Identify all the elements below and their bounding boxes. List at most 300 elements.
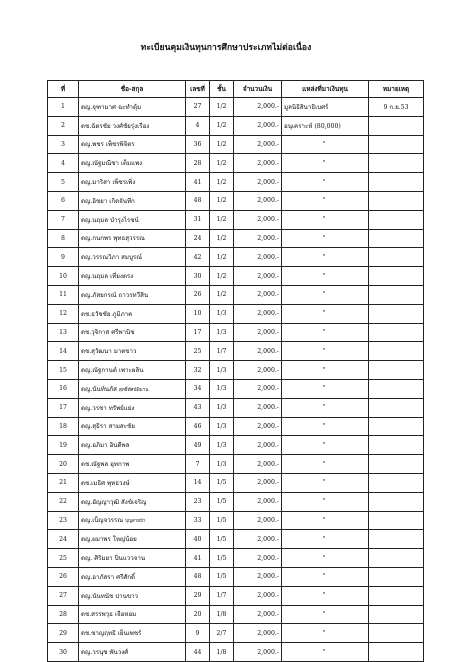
row-number: 13 [59, 328, 67, 336]
remark-cell [369, 229, 424, 248]
table-row [48, 191, 424, 210]
row-number-cell [48, 98, 79, 117]
funding-source-cell [282, 567, 369, 586]
student-number-cell [186, 511, 210, 530]
student-number-cell [186, 191, 210, 210]
student-number-cell [186, 361, 210, 380]
funding-source: " [322, 385, 326, 393]
student-name-cell [79, 154, 186, 173]
scholarship-register-table [47, 80, 424, 662]
student-number: 17 [193, 328, 202, 336]
funding-source-cell [282, 455, 369, 474]
table-row [48, 567, 424, 586]
class-level-cell [210, 323, 234, 342]
student-name-cell [79, 361, 186, 380]
row-number-cell [48, 285, 79, 304]
amount-cell [234, 455, 282, 474]
student-name: ดญ. ศิริมยา ปิ่นแววจาน [81, 555, 146, 563]
student-name: ดญ.วรชา ทรัพย์แย่ง [81, 404, 135, 412]
amount-cell [234, 285, 282, 304]
table-row [48, 361, 424, 380]
table-row [48, 323, 424, 342]
amount-cell [234, 586, 282, 605]
student-number: 20 [193, 610, 202, 618]
funding-source-cell [282, 643, 369, 662]
remark-cell [369, 511, 424, 530]
student-number: 49 [193, 441, 202, 449]
class-level: 1/3 [216, 328, 227, 336]
row-number: 9 [61, 253, 65, 261]
table-row [48, 98, 424, 117]
funding-source: " [322, 535, 326, 543]
student-name: ดช.สรรพวุธ เจือหอม [81, 611, 137, 619]
class-level: 1/7 [216, 592, 227, 600]
funding-source: " [322, 310, 326, 318]
class-level-cell [210, 436, 234, 455]
student-name-cell [79, 530, 186, 549]
amount-cell [234, 154, 282, 173]
row-number-cell [48, 417, 79, 436]
amount: 2,000.- [257, 422, 279, 430]
student-name: ดญ.อิชยา เกิดจันทึก [81, 197, 135, 205]
class-level: 1/2 [216, 216, 227, 224]
remark-cell [369, 530, 424, 549]
remark-cell [369, 210, 424, 229]
student-name-cell [79, 98, 186, 117]
class-level: 1/5 [216, 479, 227, 487]
funding-source: " [322, 272, 326, 280]
class-level-cell [210, 229, 234, 248]
student-number: 23 [193, 498, 202, 506]
row-number: 28 [59, 610, 67, 618]
amount-cell [234, 511, 282, 530]
table-row [48, 643, 424, 662]
row-number-cell [48, 267, 79, 286]
class-level-cell [210, 191, 234, 210]
amount-cell [234, 492, 282, 511]
student-number-cell [186, 173, 210, 192]
row-number: 30 [59, 648, 67, 656]
amount: 2,000.- [257, 385, 279, 393]
funding-source-cell [282, 323, 369, 342]
student-number-cell [186, 267, 210, 286]
student-number: 30 [193, 272, 202, 280]
amount: 2,000.- [257, 610, 279, 618]
row-number: 14 [59, 347, 67, 355]
amount-cell [234, 98, 282, 117]
funding-source: " [322, 441, 326, 449]
row-number-cell [48, 605, 79, 624]
student-number: 4 [195, 122, 200, 130]
student-number: 41 [193, 554, 202, 562]
student-name-cell [79, 248, 186, 267]
table-row [48, 586, 424, 605]
student-number-cell [186, 605, 210, 624]
amount-cell [234, 135, 282, 154]
student-number: 9 [195, 629, 200, 637]
row-number-cell [48, 455, 79, 474]
row-number: 26 [59, 573, 67, 581]
funding-source: " [322, 140, 326, 148]
student-number: 32 [193, 366, 202, 374]
amount-cell [234, 304, 282, 323]
student-name-cell [79, 549, 186, 568]
amount-cell [234, 436, 282, 455]
student-number-cell [186, 455, 210, 474]
student-number: 7 [195, 460, 200, 468]
remark-cell [369, 379, 424, 398]
class-level: 1/3 [216, 422, 227, 430]
funding-source: " [322, 178, 326, 186]
funding-source: " [322, 216, 326, 224]
row-number-cell [48, 530, 79, 549]
student-name: ดญ.อัญญาวุฒิ สังข์เจริญ [81, 498, 147, 506]
row-number-cell [48, 511, 79, 530]
funding-source-cell [282, 154, 369, 173]
class-level: 1/3 [216, 441, 227, 449]
remark-cell [369, 549, 424, 568]
student-number: 36 [193, 140, 202, 148]
funding-source: " [322, 234, 326, 242]
row-number: 25 [59, 554, 67, 562]
class-level: 1/3 [216, 366, 227, 374]
funding-source-cell [282, 361, 369, 380]
student-number-cell [186, 135, 210, 154]
row-number: 8 [61, 234, 65, 242]
class-level: 1/2 [216, 272, 227, 280]
student-number-cell [186, 304, 210, 323]
row-number: 3 [61, 140, 65, 148]
funding-source-cell [282, 285, 369, 304]
student-name-cell [79, 511, 186, 530]
column-header-no: ที่ [48, 81, 79, 98]
student-number: 29 [193, 592, 202, 600]
class-level-cell [210, 549, 234, 568]
student-number-cell [186, 210, 210, 229]
funding-source: " [322, 479, 326, 487]
funding-source: " [322, 460, 326, 468]
row-number: 5 [61, 178, 65, 186]
remark-cell [369, 417, 424, 436]
amount-cell [234, 473, 282, 492]
column-header-name: ชื่อ-สกุล [79, 81, 186, 98]
table-row [48, 173, 424, 192]
table-row [48, 473, 424, 492]
student-name: ดญ.มาริสา เพ็ชรเพิ่ง [81, 179, 136, 187]
table-row [48, 154, 424, 173]
remark-cell [369, 473, 424, 492]
funding-source: " [322, 610, 326, 618]
class-level-cell [210, 567, 234, 586]
amount-cell [234, 643, 282, 662]
student-name-cell [79, 398, 186, 417]
student-number-cell [186, 229, 210, 248]
student-name-cell [79, 342, 186, 361]
funding-source: อนุเคราะห์ (80,000) [284, 122, 341, 130]
column-header-number: เลขที่ [186, 81, 210, 98]
class-level: 1/3 [216, 310, 227, 318]
amount-cell [234, 229, 282, 248]
class-level-cell [210, 154, 234, 173]
table-row [48, 549, 424, 568]
class-level: 1/3 [216, 404, 227, 412]
amount: 2,000.- [257, 103, 279, 111]
table-header-row [48, 81, 424, 98]
amount: 2,000.- [257, 648, 279, 656]
amount: 2,000.- [257, 122, 279, 130]
student-name: ดช.ชาญฤทธิ เย็นเพชร์ [81, 630, 142, 638]
table-row [48, 398, 424, 417]
student-name-cell [79, 492, 186, 511]
student-name-cell [79, 191, 186, 210]
student-name-cell [79, 304, 186, 323]
row-number-cell [48, 398, 79, 417]
class-level-cell [210, 398, 234, 417]
funding-source-cell [282, 417, 369, 436]
amount: 2,000.- [257, 404, 279, 412]
row-number-cell [48, 154, 79, 173]
funding-source-cell [282, 98, 369, 117]
class-level: 1/5 [216, 498, 227, 506]
amount-cell [234, 191, 282, 210]
class-level: 1/2 [216, 178, 227, 186]
class-level-cell [210, 511, 234, 530]
class-level: 1/7 [216, 347, 227, 355]
class-level-cell [210, 586, 234, 605]
student-name-cell [79, 323, 186, 342]
remark-cell [369, 267, 424, 286]
amount-cell [234, 417, 282, 436]
amount: 2,000.- [257, 629, 279, 637]
table-row [48, 342, 424, 361]
student-number: 42 [193, 253, 202, 261]
amount: 2,000.- [257, 366, 279, 374]
amount-cell [234, 173, 282, 192]
student-number: 31 [193, 216, 202, 224]
remark-cell [369, 436, 424, 455]
student-number-cell [186, 586, 210, 605]
amount-cell [234, 361, 282, 380]
amount-cell [234, 549, 282, 568]
funding-source-cell [282, 549, 369, 568]
class-level-cell [210, 304, 234, 323]
student-number-cell [186, 98, 210, 117]
class-level-cell [210, 379, 234, 398]
row-number: 18 [59, 422, 67, 430]
table-row [48, 530, 424, 549]
amount-cell [234, 267, 282, 286]
amount: 2,000.- [257, 441, 279, 449]
student-number: 28 [193, 159, 202, 167]
student-number: 25 [193, 347, 202, 355]
funding-source-cell [282, 248, 369, 267]
funding-source-cell [282, 342, 369, 361]
student-name: ดช.สุวัฒนา มาตขาว [81, 348, 137, 356]
amount: 2,000.- [257, 535, 279, 543]
student-name-cell [79, 173, 186, 192]
remark-cell [369, 361, 424, 380]
funding-source-cell [282, 511, 369, 530]
student-name: ดช.ณัฐพล อุทกาพ [81, 461, 130, 469]
funding-source-cell [282, 135, 369, 154]
student-name-cell [79, 586, 186, 605]
table-body [48, 98, 424, 662]
student-name-cell [79, 135, 186, 154]
student-name-cell [79, 643, 186, 662]
row-number-cell [48, 191, 79, 210]
student-number-cell [186, 549, 210, 568]
student-number-cell [186, 342, 210, 361]
table-row [48, 379, 424, 398]
remark-cell [369, 398, 424, 417]
funding-source: " [322, 197, 326, 205]
amount: 2,000.- [257, 328, 279, 336]
row-number-cell [48, 586, 79, 605]
row-number: 29 [59, 629, 67, 637]
student-name-cell [79, 116, 186, 135]
student-number-cell [186, 285, 210, 304]
class-level: 1/3 [216, 460, 227, 468]
table-row [48, 417, 424, 436]
class-level-cell [210, 605, 234, 624]
student-name-cell [79, 417, 186, 436]
remark-cell [369, 135, 424, 154]
remark-cell [369, 116, 424, 135]
row-number: 23 [59, 516, 67, 524]
row-number: 16 [59, 385, 67, 393]
row-number: 17 [59, 404, 67, 412]
row-number-cell [48, 643, 79, 662]
row-number-cell [48, 229, 79, 248]
row-number-cell [48, 567, 79, 586]
row-number-cell [48, 549, 79, 568]
class-level: 1/8 [216, 610, 227, 618]
funding-source: มูลนิธิสินาธิเบศร์ [284, 103, 329, 111]
student-name-cell [79, 379, 186, 398]
remark: 9 ก.ย.53 [383, 103, 409, 111]
student-number: 34 [193, 385, 202, 393]
remark-cell [369, 605, 424, 624]
funding-source-cell [282, 210, 369, 229]
remark-cell [369, 154, 424, 173]
class-level-cell [210, 361, 234, 380]
student-name-cell [79, 229, 186, 248]
remark-cell [369, 98, 424, 117]
class-level: 1/2 [216, 234, 227, 242]
row-number-cell [48, 304, 79, 323]
student-name: ดญ.ภัสยกรณ์ ถาวรทวีสิน [81, 291, 149, 299]
amount: 2,000.- [257, 234, 279, 242]
funding-source-cell [282, 379, 369, 398]
row-number-cell [48, 323, 79, 342]
student-number: 43 [193, 404, 202, 412]
student-number: 33 [193, 516, 202, 524]
remark-cell [369, 191, 424, 210]
table-row [48, 285, 424, 304]
funding-source: " [322, 159, 326, 167]
class-level: 1/5 [216, 554, 227, 562]
row-number-cell [48, 210, 79, 229]
student-name: ดช.ธวัชชัย ภูมิภาค [81, 310, 133, 318]
amount-cell [234, 398, 282, 417]
amount: 2,000.- [257, 310, 279, 318]
column-header-level: ชั้น [210, 81, 234, 98]
row-number: 15 [59, 366, 67, 374]
student-surname-small: สุทธิ์ทัศน์พิมาน [118, 387, 149, 393]
student-number: 48 [193, 573, 202, 581]
class-level: 1/3 [216, 385, 227, 393]
funding-source: " [322, 498, 326, 506]
row-number: 1 [61, 103, 65, 111]
remark-cell [369, 455, 424, 474]
column-header-amount: จำนวนเงิน [234, 81, 282, 98]
funding-source: " [322, 366, 326, 374]
class-level: 2/7 [216, 629, 227, 637]
student-number: 46 [193, 422, 202, 430]
class-level-cell [210, 267, 234, 286]
table-row [48, 135, 424, 154]
student-number: 14 [193, 479, 202, 487]
student-number-cell [186, 492, 210, 511]
row-number-cell [48, 173, 79, 192]
class-level-cell [210, 248, 234, 267]
funding-source: " [322, 347, 326, 355]
remark-cell [369, 643, 424, 662]
funding-source: " [322, 629, 326, 637]
class-level: 1/2 [216, 103, 227, 111]
funding-source-cell [282, 116, 369, 135]
student-name: ดญ.สุธิรา สามสะชัย [81, 423, 135, 431]
student-number: 24 [193, 234, 202, 242]
remark-cell [369, 285, 424, 304]
amount: 2,000.- [257, 216, 279, 224]
class-level-cell [210, 643, 234, 662]
row-number-cell [48, 473, 79, 492]
student-number: 44 [193, 648, 202, 656]
student-number: 27 [193, 103, 202, 111]
table-row [48, 511, 424, 530]
row-number-cell [48, 135, 79, 154]
funding-source-cell [282, 173, 369, 192]
class-level: 1/2 [216, 291, 227, 299]
funding-source: " [322, 404, 326, 412]
table-row [48, 229, 424, 248]
class-level-cell [210, 135, 234, 154]
student-number-cell [186, 473, 210, 492]
class-level-cell [210, 210, 234, 229]
remark-cell [369, 304, 424, 323]
student-name-cell [79, 567, 186, 586]
class-level: 1/5 [216, 516, 227, 524]
student-name: ดญ.นันทนัช ปานขาว [81, 592, 139, 600]
row-number: 12 [59, 310, 67, 318]
class-level: 1/2 [216, 140, 227, 148]
funding-source-cell [282, 530, 369, 549]
amount: 2,000.- [257, 573, 279, 581]
student-number-cell [186, 436, 210, 455]
row-number: 4 [61, 159, 65, 167]
student-name: ดญ.ผมาพร ใหญ่น้อย [81, 536, 137, 544]
student-number: 26 [193, 291, 202, 299]
row-number-cell [48, 342, 79, 361]
student-name: ดช.ฉัตรชัย วงศ์ชัยรุ่งเรือง [81, 122, 150, 130]
row-number: 6 [61, 197, 65, 205]
row-number-cell [48, 361, 79, 380]
table-row [48, 210, 424, 229]
student-name-cell [79, 605, 186, 624]
student-name: ดญ.ณัฐกานต์ เพาะผลิน [81, 367, 144, 375]
class-level-cell [210, 98, 234, 117]
